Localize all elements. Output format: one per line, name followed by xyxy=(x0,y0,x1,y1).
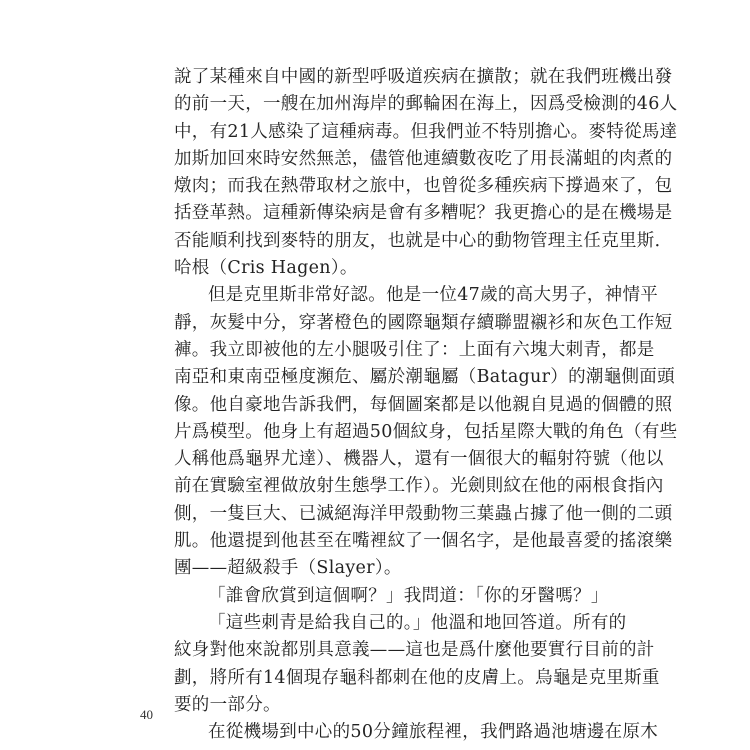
text-line: 否能順利找到麥特的朋友，也就是中心的動物管理主任克里斯． xyxy=(174,230,673,251)
text-line: 南亞和東南亞極度瀕危、屬於潮龜屬（Batagur）的潮龜側面頭 xyxy=(174,367,675,388)
text-line: 括登革熱。這種新傳染病是會有多糟呢？我更擔心的是在機場是 xyxy=(174,203,673,224)
text-line: 靜，灰髮中分，穿著橙色的國際龜類存續聯盟襯衫和灰色工作短 xyxy=(174,312,673,333)
text-line: 的前一天，一艘在加州海岸的郵輪困在海上，因爲受檢測的46人 xyxy=(174,94,678,115)
text-line: 說了某種來自中國的新型呼吸道疾病在擴散；就在我們班機出發 xyxy=(174,67,673,87)
text-line: 劃，將所有14個現存龜科都刺在他的皮膚上。烏龜是克里斯重 xyxy=(174,667,660,688)
text-line: 片爲模型。他身上有超過50個紋身，包括星際大戰的角色（有些 xyxy=(174,421,678,442)
text-line: 團——超級殺手（Slayer）。 xyxy=(174,558,402,579)
text-line: 在從機場到中心的50分鐘旅程裡，我們路過池塘邊在原木 xyxy=(208,722,659,743)
text-line: 燉肉；而我在熱帶取材之旅中，也曾從多種疾病下撐過來了，包 xyxy=(174,176,673,197)
text-line: 側，一隻巨大、已滅絕海洋甲殼動物三葉蟲占據了他一側的二頭 xyxy=(174,503,673,524)
text-line: 中，有21人感染了這種病毒。但我們並不特別擔心。麥特從馬達 xyxy=(174,121,678,142)
text-line: 褲。我立即被他的左小腿吸引住了：上面有六塊大刺青，都是 xyxy=(174,339,655,360)
text-line: 但是克里斯非常好認。他是一位47歲的高大男子，神情平 xyxy=(208,285,659,306)
text-line: 「這些刺青是給我自己的。」他溫和地回答道。所有的 xyxy=(208,612,627,633)
text-line: 要的一部分。 xyxy=(174,694,281,715)
text-line: 紋身對他來說都別具意義——這也是爲什麼他要實行目前的計 xyxy=(174,640,655,661)
text-line: 「誰會欣賞到這個啊？」我問道：「你的牙醫嗎？」 xyxy=(208,585,609,606)
text-line: 哈根（Cris Hagen）。 xyxy=(174,258,358,279)
text-line: 前在實驗室裡做放射生態學工作）。光劍則紋在他的兩根食指內 xyxy=(174,476,664,497)
text-line: 像。他自豪地告訴我們，每個圖案都是以他親自見過的個體的照 xyxy=(174,394,673,415)
text-line: 人稱他爲龜界尤達）、機器人，還有一個很大的輻射符號（他以 xyxy=(174,449,664,470)
body-text xyxy=(174,64,678,746)
text-line: 加斯加回來時安然無恙，儘管他連續數夜吃了用長滿蛆的肉煮的 xyxy=(174,148,673,169)
text-line: 肌。他還提到他甚至在嘴裡紋了一個名字，是他最喜愛的搖滾樂 xyxy=(174,531,673,552)
page-number: 40 xyxy=(140,707,153,722)
